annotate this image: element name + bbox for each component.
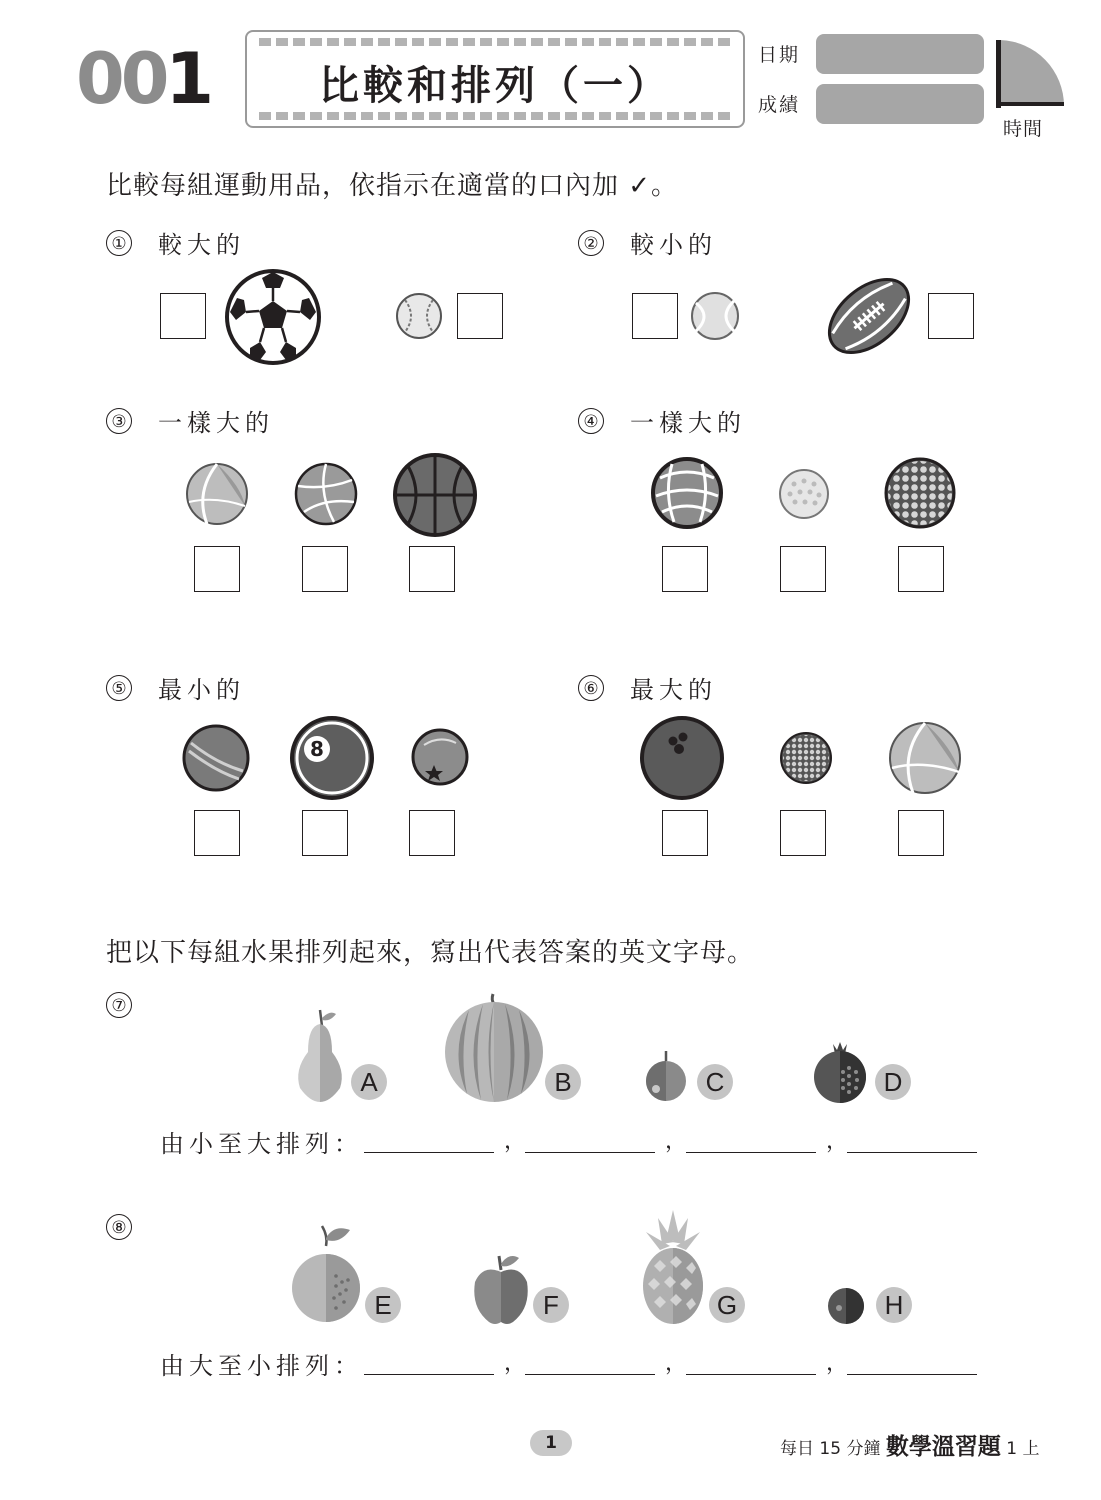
plum-icon	[644, 1049, 688, 1103]
answer-blank-8-1[interactable]	[364, 1374, 494, 1375]
lesson-number: 001	[76, 38, 211, 120]
comma: ，	[665, 1129, 688, 1154]
checkbox-6a[interactable]	[662, 810, 708, 856]
comma: ，	[665, 1351, 688, 1376]
question-7-label: ⑦	[106, 990, 158, 1018]
footer-book: 數學溫習題	[885, 1434, 1001, 1460]
soccer-ball-icon	[224, 268, 322, 366]
comma: ，	[504, 1351, 527, 1376]
footer-book-title	[780, 1428, 1040, 1461]
question-3-label: ③ 一樣大的	[106, 403, 274, 438]
comma: ，	[504, 1129, 527, 1154]
letter-badge-b: B	[545, 1064, 581, 1100]
letter-badge-e: E	[365, 1287, 401, 1323]
billiard-ball-icon	[289, 715, 375, 801]
footer-volume: 1 上	[1006, 1439, 1040, 1459]
banner-stripe	[259, 38, 731, 46]
time-label: 時間	[1003, 118, 1044, 140]
date-field[interactable]	[816, 34, 984, 74]
answer-blank-8-4[interactable]	[847, 1374, 977, 1375]
mesh-ball-icon	[883, 456, 957, 530]
checkbox-4a[interactable]	[662, 546, 708, 592]
tennis-ball-icon	[690, 291, 740, 341]
rugby-ball-icon	[822, 272, 916, 360]
beach-ball-large-icon	[887, 720, 963, 796]
golf-ball-icon	[778, 468, 830, 520]
bowling-ball-icon	[639, 715, 725, 801]
instruction-2: 把以下每組水果排列起來，寫出代表答案的英文字母。	[106, 938, 755, 968]
pineapple-icon	[640, 1210, 706, 1326]
baseball-icon	[395, 292, 443, 340]
score-field[interactable]	[816, 84, 984, 124]
basketball-icon	[392, 452, 478, 538]
score-label: 成績	[758, 94, 801, 116]
volleyball-icon	[294, 462, 358, 526]
comma: ，	[826, 1129, 849, 1154]
orange-icon	[290, 1222, 366, 1326]
question-2-label: ② 較小的	[578, 225, 717, 260]
answer-blank-8-3[interactable]	[686, 1374, 816, 1375]
pomegranate-icon	[809, 1040, 871, 1104]
checkbox-4b[interactable]	[780, 546, 826, 592]
letter-badge-c: C	[697, 1064, 733, 1100]
checkbox-5b[interactable]	[302, 810, 348, 856]
checkbox-1a[interactable]	[160, 293, 206, 339]
comma: ，	[826, 1351, 849, 1376]
instruction-1: 比較每組運動用品，依指示在適當的口內加 ✓。	[106, 171, 679, 201]
checkbox-5c[interactable]	[409, 810, 455, 856]
title-banner	[245, 30, 745, 128]
answer-blank-7-4[interactable]	[847, 1152, 977, 1153]
checkbox-2b[interactable]	[928, 293, 974, 339]
small-mesh-ball-icon	[779, 731, 833, 785]
checkbox-4c[interactable]	[898, 546, 944, 592]
date-label: 日期	[758, 44, 801, 66]
letter-badge-a: A	[351, 1064, 387, 1100]
sepak-takraw-ball-icon	[650, 456, 724, 530]
question-5-label: ⑤ 最小的	[106, 670, 245, 705]
answer-blank-7-3[interactable]	[686, 1152, 816, 1153]
checkbox-1b[interactable]	[457, 293, 503, 339]
checkbox-3a[interactable]	[194, 546, 240, 592]
checkbox-2a[interactable]	[632, 293, 678, 339]
letter-badge-h: H	[876, 1287, 912, 1323]
star-ball-icon	[410, 727, 470, 787]
pear-icon	[290, 1006, 350, 1104]
checkbox-3c[interactable]	[409, 546, 455, 592]
footer-series: 每日 15 分鐘	[780, 1439, 881, 1459]
banner-stripe	[259, 112, 731, 120]
letter-badge-f: F	[533, 1287, 569, 1323]
apple-icon	[471, 1252, 531, 1326]
order-label-7: 由小至大排列：	[160, 1130, 363, 1158]
beach-ball-icon	[185, 462, 249, 526]
order-label-8: 由大至小排列：	[160, 1352, 363, 1380]
cricket-ball-icon	[181, 723, 251, 793]
question-1-label: ① 較大的	[106, 225, 245, 260]
page-number: 1	[530, 1430, 572, 1456]
page-title: 比較和排列（一）	[319, 63, 671, 109]
grape-icon	[826, 1286, 866, 1326]
answer-blank-8-2[interactable]	[525, 1374, 655, 1375]
question-8-label: ⑧	[106, 1212, 158, 1240]
watermelon-icon	[443, 992, 545, 1104]
timer-icon	[994, 38, 1066, 110]
question-6-label: ⑥ 最大的	[578, 670, 717, 705]
checkbox-6b[interactable]	[780, 810, 826, 856]
answer-blank-7-1[interactable]	[364, 1152, 494, 1153]
question-4-label: ④ 一樣大的	[578, 403, 746, 438]
svg-text:8: 8	[310, 737, 324, 761]
checkbox-6c[interactable]	[898, 810, 944, 856]
checkbox-3b[interactable]	[302, 546, 348, 592]
letter-badge-d: D	[875, 1064, 911, 1100]
checkbox-5a[interactable]	[194, 810, 240, 856]
letter-badge-g: G	[709, 1287, 745, 1323]
answer-blank-7-2[interactable]	[525, 1152, 655, 1153]
